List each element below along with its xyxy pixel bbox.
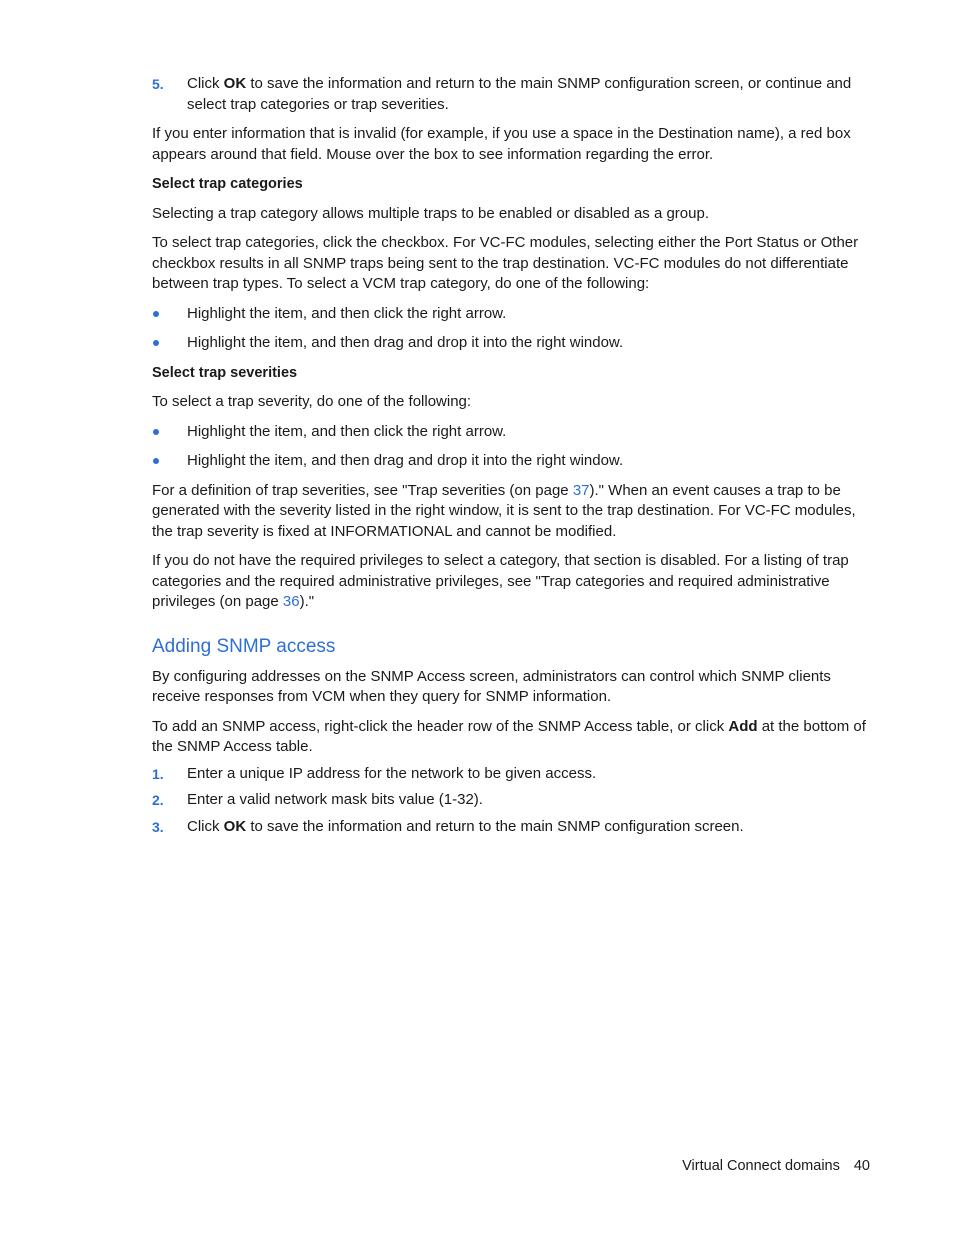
step-1 <box>152 764 872 785</box>
bullet-text: Highlight the item, and then drag and drop it into the right window. <box>187 452 624 469</box>
step-5 <box>152 74 872 115</box>
bullet-text: Highlight the item, and then drag and drop it into the right window. <box>187 334 624 351</box>
categories-detail: To select trap categories, click the checkbox. For VC-FC modules, selecting either the Port Status or Other checkbox results in all SNMP traps being sent to the trap destination. VC-FC modules do not differentiate between trap types. To select a VCM trap category, do one of the following: <box>152 234 859 292</box>
bullet-icon <box>153 311 159 317</box>
footer-section-title: Virtual Connect domains <box>682 1158 840 1174</box>
step-text-pre: Click <box>187 817 224 835</box>
text-span: )." When an event causes a trap to be generated with the severity listed in the right window, it is sent to the trap destination. For VC-FC modules, the trap severity is fixed at INFORMATIONAL and cannot be modified. <box>152 481 856 540</box>
step-3 <box>152 817 872 838</box>
list-item <box>152 451 872 472</box>
text-span: )." <box>299 593 315 610</box>
categories-intro: Selecting a trap category allows multiple traps to be enabled or disabled as a group. <box>152 204 709 222</box>
text-span: If you do not have the required privileges to select a category, that section is disabled. For a listing of trap categories and the required administrative privileges, see "Trap categories and required administrative privileges (on page <box>152 552 849 610</box>
access-add-paragraph <box>152 717 872 758</box>
text-span: For a definition of trap severities, see "Trap severities (on page <box>152 481 573 499</box>
ok-bold: OK <box>223 75 247 92</box>
adding-snmp-access-heading: Adding SNMP access <box>152 635 336 657</box>
text-span: To add an SNMP access, right-click the header row of the SNMP Access table, or click <box>152 717 729 735</box>
step-number: 2. <box>152 792 164 808</box>
bullet-icon <box>153 340 159 346</box>
add-bold: Add <box>728 717 758 735</box>
bullet-text: Highlight the item, and then click the right arrow. <box>187 304 507 322</box>
step-number: 3. <box>152 818 164 835</box>
severities-intro: To select a trap severity, do one of the following: <box>152 393 472 410</box>
text-span: at the bottom of the SNMP Access table. <box>152 717 866 755</box>
step-text: Enter a valid network mask bits value (1-32). <box>187 791 483 808</box>
page-37-link[interactable]: 37 <box>572 481 590 499</box>
step-text-pre: Click <box>187 75 224 92</box>
list-item <box>152 422 872 443</box>
step-text-post: to save the information and return to the main SNMP configuration screen, or continue and select trap categories or trap severities. <box>187 75 852 113</box>
list-item <box>152 304 872 325</box>
list-item <box>152 333 872 354</box>
step-number: 1. <box>152 765 164 782</box>
page-36-link[interactable]: 36 <box>282 593 300 610</box>
step-2 <box>152 790 872 811</box>
bullet-text: Highlight the item, and then click the right arrow. <box>187 422 507 440</box>
step-text: Enter a unique IP address for the network to be given access. <box>187 764 597 782</box>
page-footer <box>682 1158 870 1174</box>
ok-bold: OK <box>223 817 247 835</box>
document-body <box>152 74 872 846</box>
bullet-icon <box>153 458 159 464</box>
step-number: 5. <box>152 76 164 92</box>
severity-definition-paragraph <box>152 481 872 543</box>
bullet-icon <box>153 429 159 435</box>
privileges-paragraph <box>152 551 872 613</box>
step-text-post: to save the information and return to the main SNMP configuration screen. <box>246 817 744 835</box>
page-number: 40 <box>853 1158 870 1174</box>
access-intro: By configuring addresses on the SNMP Access screen, administrators can control which SNMP clients receive responses from VCM when they query for SNMP information. <box>152 667 831 705</box>
invalid-info-paragraph: If you enter information that is invalid (for example, if you use a space in the Destination name), a red box appears around that field. Mouse over the box to see information regarding the error. <box>152 125 851 163</box>
select-trap-categories-heading: Select trap categories <box>152 176 303 192</box>
select-trap-severities-heading: Select trap severities <box>152 364 298 381</box>
